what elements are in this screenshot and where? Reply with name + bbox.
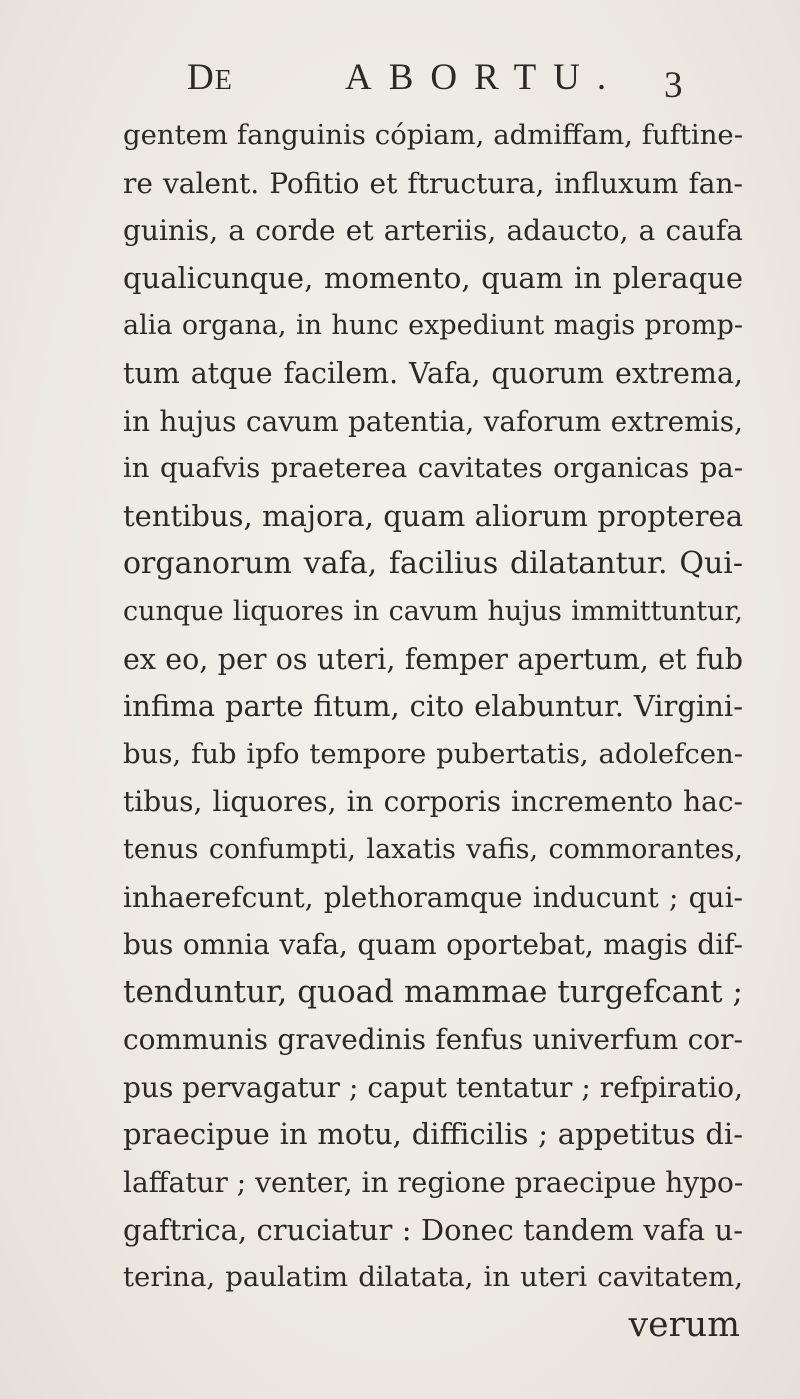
text-line: tibus, liquores, in corporis incremento hac- [123, 785, 743, 819]
text-line: guinis, a corde et arteriis, adaucto, a caufa [123, 214, 743, 248]
text-line: re valent. Pofitio et ftructura, influxum fan- [123, 166, 743, 200]
text-line: tenduntur, quoad mammae turgefcant ; [123, 973, 743, 1010]
text-line: tum atque facilem. Vafa, quorum extrema, [123, 356, 743, 390]
header-title: ABORTU. [345, 57, 624, 98]
text-line: cunque liquores in cavum hujus immittuntur, [123, 595, 743, 627]
running-header [0, 56, 800, 106]
header-de: DE [187, 57, 233, 98]
text-line: laffatur ; venter, in regione praecipue hypo- [123, 1166, 744, 1200]
text-line: infima parte fitum, cito elabuntur. Virgini- [123, 689, 743, 724]
text-line: in quafvis praeterea cavitates organicas pa- [123, 452, 743, 485]
body-text [123, 112, 743, 1349]
text-line: tenus confumpti, laxatis vafis, commorantes, [123, 833, 743, 865]
text-line: bus omnia vafa, quam oportebat, magis dif- [123, 928, 743, 962]
text-line: tentibus, majora, quam aliorum propterea [123, 498, 743, 533]
text-line: gentem fanguinis cópiam, admiffam, fuftine- [123, 119, 743, 151]
text-line: bus, fub ipfo tempore pubertatis, adolefcen- [123, 737, 743, 770]
text-line: gaftrica, cruciatur : Donec tandem vafa u- [123, 1212, 743, 1247]
text-line: qualicunque, momento, quam in pleraque [123, 260, 743, 295]
text-line: praecipue in motu, difficilis ; appetitus di- [123, 1117, 743, 1152]
text-line: in hujus cavum patentia, vaforum extremis, [123, 404, 743, 438]
text-line: communis gravedinis fenfus univerfum cor- [123, 1023, 743, 1057]
text-line: alia organa, in hunc expediunt magis promp- [123, 310, 743, 342]
text-line: organorum vafa, facilius dilatantur. Qui- [123, 546, 743, 582]
catchword: verum [628, 1304, 740, 1345]
text-line: inhaerefcunt, plethoramque inducunt ; qui- [123, 880, 743, 914]
text-line: pus pervagatur ; caput tentatur ; refpiratio, [123, 1070, 743, 1104]
page-number: 3 [664, 65, 683, 106]
text-line: ex eo, per os uteri, femper apertum, et fub [123, 642, 743, 676]
text-line: terina, paulatim dilatata, in uteri cavitatem, [123, 1261, 743, 1294]
